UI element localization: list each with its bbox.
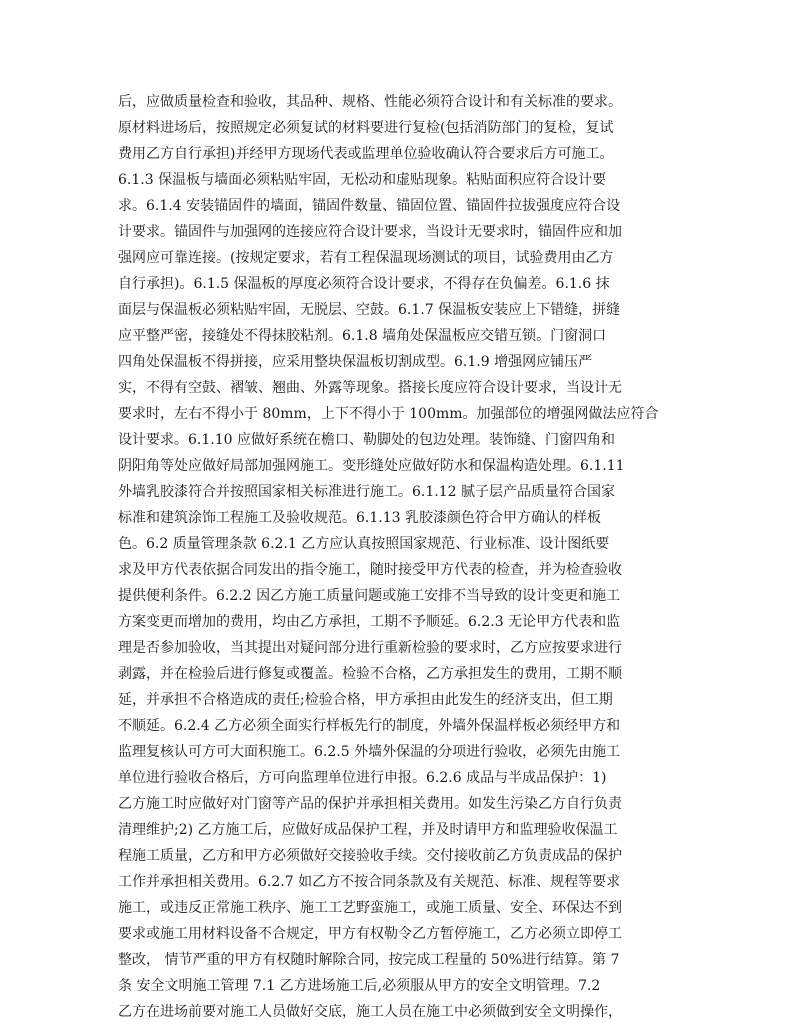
text-line: 监理复核认可方可大面积施工。6.2.5 外墙外保温的分项进行验收，必须先由施工 [118,744,621,760]
text-line: 施工，或违反正常施工秩序、施工工艺野蛮施工，或施工质量、安全、环保达不到 [118,900,622,916]
text-line: 工作并承担相关费用。6.2.7 如乙方不按合同条款及有关规范、标准、规程等要求 [118,874,621,890]
text-line: 程施工质量，乙方和甲方必须做好交接验收手续。交付接收前乙方负责成品的保护 [118,848,622,864]
text-line: 设计要求。6.1.10 应做好系统在檐口、勒脚处的包边处理。装饰缝、门窗四角和 [118,432,615,448]
text-line: 理是否参加验收，当其提出对疑问部分进行重新检验的要求时，乙方应按要求进行 [118,640,622,656]
text-line: 自行承担)。6.1.5 保温板的厚度必须符合设计要求，不得存在负偏差。6.1.6 抹 [118,276,610,292]
text-line: 色。6.2 质量管理条款 6.2.1 乙方应认真按照国家规范、行业标准、设计图纸要 [118,536,610,552]
text-line: 标准和建筑涂饰工程施工及验收规范。6.1.13 乳胶漆颜色符合甲方确认的样板 [118,510,601,526]
body-text [118,89,678,1025]
text-line: 强网应可靠连接。(按规定要求，若有工程保温现场测试的项目，试验费用由乙方 [118,250,614,266]
text-line: 延，并承担不合格造成的责任;检验合格，甲方承担由此发生的经济支出，但工期 [118,692,613,708]
text-line: 外墙乳胶漆符合并按照国家相关标准进行施工。6.1.12 腻子层产品质量符合国家 [118,484,615,500]
text-line: 清理维护;2) 乙方施工后，应做好成品保护工程，并及时请甲方和监理验收保温工 [118,822,618,838]
text-line: 条 安全文明施工管理 7.1 乙方进场施工后,必须服从甲方的安全文明管理。7.2 [118,978,601,994]
text-line: 四角处保温板不得拼接，应采用整块保温板切割成型。6.1.9 增强网应铺压严 [118,354,593,370]
text-line: 面层与保温板必须粘贴牢固，无脱层、空鼓。6.1.7 保温板安装应上下错缝，拼缝 [118,302,621,318]
text-line: 乙方施工时应做好对门窗等产品的保护并承担相关费用。如发生污染乙方自行负责 [118,796,622,812]
text-line: 单位进行验收合格后，方可向监理单位进行申报。6.2.6 成品与半成品保护：1) [118,770,607,786]
text-line: 计要求。锚固件与加强网的连接应符合设计要求，当设计无要求时，锚固件应和加 [118,224,622,240]
text-line: 方案变更而增加的费用，均由乙方承担，工期不予顺延。6.2.3 无论甲方代表和监 [118,614,621,630]
text-line: 原材料进场后，按照规定必须复试的材料要进行复检(包括消防部门的复检，复试 [118,120,614,136]
text-line: 不顺延。6.2.4 乙方必须全面实行样板先行的制度，外墙外保温样板必须经甲方和 [118,718,621,734]
text-line: 阴阳角等处应做好局部加强网施工。变形缝处应做好防水和保温构造处理。6.1.11 [118,458,625,474]
text-line: 求及甲方代表依据合同发出的指令施工，随时接受甲方代表的检查，并为检查验收 [118,562,622,578]
text-line: 求。6.1.4 安装锚固件的墙面，锚固件数量、锚固位置、锚固件拉拔强度应符合设 [118,198,621,214]
text-line: 6.1.3 保温板与墙面必须粘贴牢固，无松动和虚贴现象。粘贴面积应符合设计要 [118,172,607,188]
text-line: 提供便利条件。6.2.2 因乙方施工质量问题或施工安排不当导致的设计变更和施工 [118,588,621,604]
text-line: 乙方在进场前要对施工人员做好交底，施工人员在施工中必须做到安全文明操作， [118,1004,622,1020]
text-line: 费用乙方自行承担)并经甲方现场代表或监理单位验收确认符合要求后方可施工。 [118,146,614,162]
text-line: 剥露，并在检验后进行修复或覆盖。检验不合格，乙方承担发生的费用，工期不顺 [118,666,622,682]
text-line: 要求或施工用材料设备不合规定，甲方有权勒令乙方暂停施工，乙方必须立即停工 [118,926,622,942]
text-line: 后，应做质量检查和验收，其品种、规格、性能必须符合设计和有关标准的要求。 [118,94,622,110]
text-line: 整改， 情节严重的甲方有权随时解除合同，按完成工程量的 50%进行结算。第 7 [118,952,620,968]
text-line: 实，不得有空鼓、褶皱、翘曲、外露等现象。搭接长度应符合设计要求，当设计无 [118,380,622,396]
text-line: 应平整严密，接缝处不得抹胶粘剂。6.1.8 墙角处保温板应交错互锁。门窗洞口 [118,328,607,344]
text-line: 要求时，左右不得小于 80mm，上下不得小于 100mm。加强部位的增强网做法应符合 [118,406,659,422]
